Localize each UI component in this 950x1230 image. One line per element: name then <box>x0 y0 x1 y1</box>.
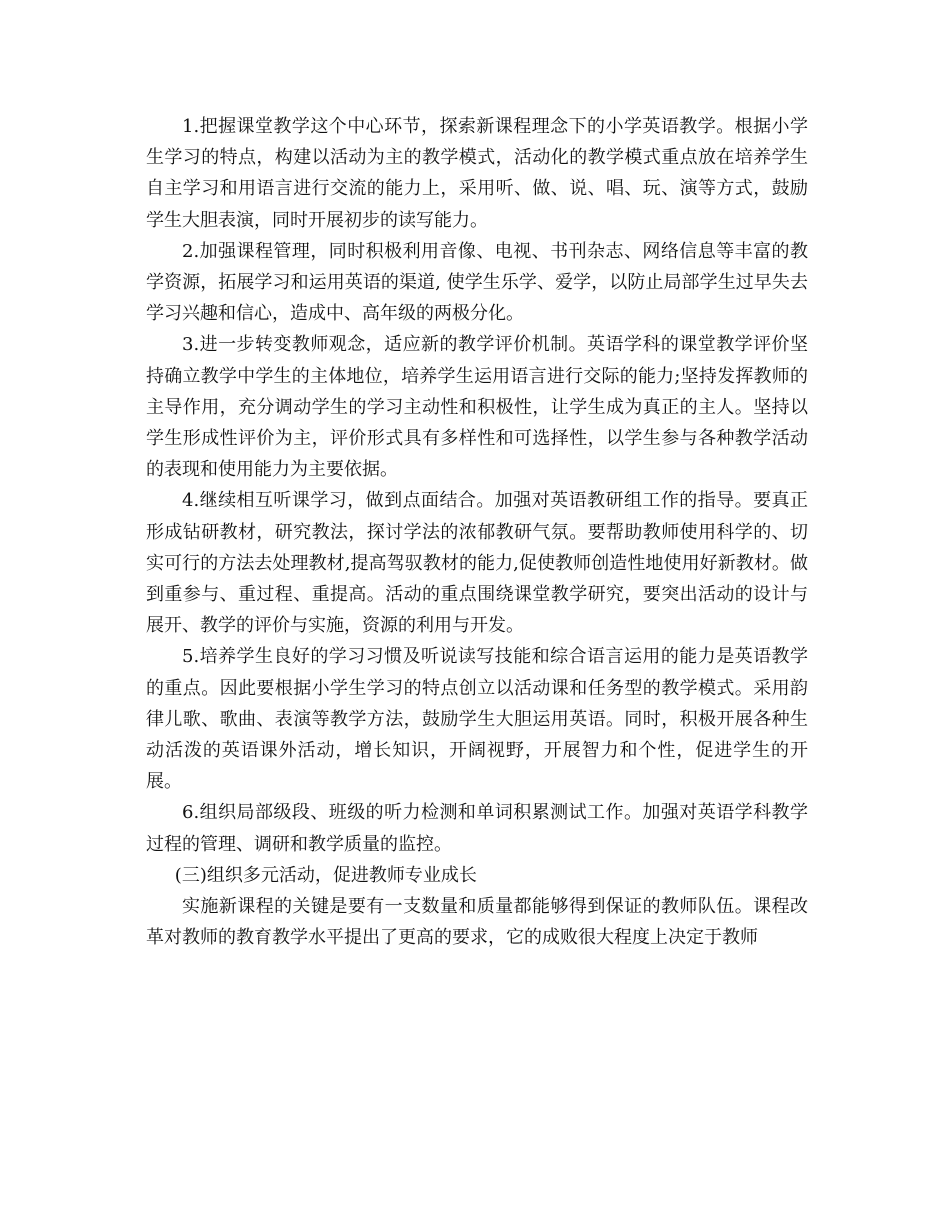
paragraph-3: 3.进一步转变教师观念，适应新的教学评价机制。英语学科的课堂教学评价坚持确立教学中学生的主体地位，培养学生运用语言进行交际的能力;坚持发挥教师的主导作用，充分调动学生的学习主动性和积极性，让学生成为真正的主人。坚持以学生形成性评价为主，评价形式具有多样性和可选择性，以学生参与各种教学活动的表现和使用能力为主要依据。 <box>146 334 808 481</box>
paragraph-2: 2.加强课程管理，同时积极利用音像、电视、书刊杂志、网络信息等丰富的教学资源，拓展学习和运用英语的渠道, 使学生乐学、爱学，以防止局部学生过早失去学习兴趣和信心，造成中、高年级的两极分化。 <box>146 240 808 325</box>
document-body <box>146 111 808 953</box>
section-heading: (三)组织多元活动，促进教师专业成长 <box>174 864 477 886</box>
closing-paragraph: 实施新课程的关键是要有一支数量和质量都能够得到保证的教师队伍。课程改革对教师的教育教学水平提出了更高的要求，它的成败很大程度上决定于教师 <box>146 896 808 949</box>
paragraph-6: 6.组织局部级段、班级的听力检测和单词积累测试工作。加强对英语学科教学过程的管理、调研和教学质量的监控。 <box>146 802 808 855</box>
paragraph-1: 1.把握课堂教学这个中心环节，探索新课程理念下的小学英语教学。根据小学生学习的特点，构建以活动为主的教学模式，活动化的教学模式重点放在培养学生自主学习和用语言进行交流的能力上，采用听、做、说、唱、玩、演等方式，鼓励学生大胆表演，同时开展初步的读写能力。 <box>146 116 808 231</box>
paragraph-4: 4.继续相互听课学习，做到点面结合。加强对英语教研组工作的指导。要真正形成钻研教材，研究教法，探讨学法的浓郁教研气氛。要帮助教师使用科学的、切实可行的方法去处理教材,提高驾驭教材的能力,促使教师创造性地使用好新教材。做到重参与、重过程、重提高。活动的重点围绕课堂教学研究，要突出活动的设计与展开、教学的评价与实施，资源的利用与开发。 <box>146 490 808 637</box>
paragraph-5: 5.培养学生良好的学习习惯及听说读写技能和综合语言运用的能力是英语教学的重点。因此要根据小学生学习的特点创立以活动课和任务型的教学模式。采用韵律儿歌、歌曲、表演等教学方法，鼓励学生大胆运用英语。同时，积极开展各种生动活泼的英语课外活动，增长知识，开阔视野，开展智力和个性，促进学生的开展。 <box>146 646 808 793</box>
